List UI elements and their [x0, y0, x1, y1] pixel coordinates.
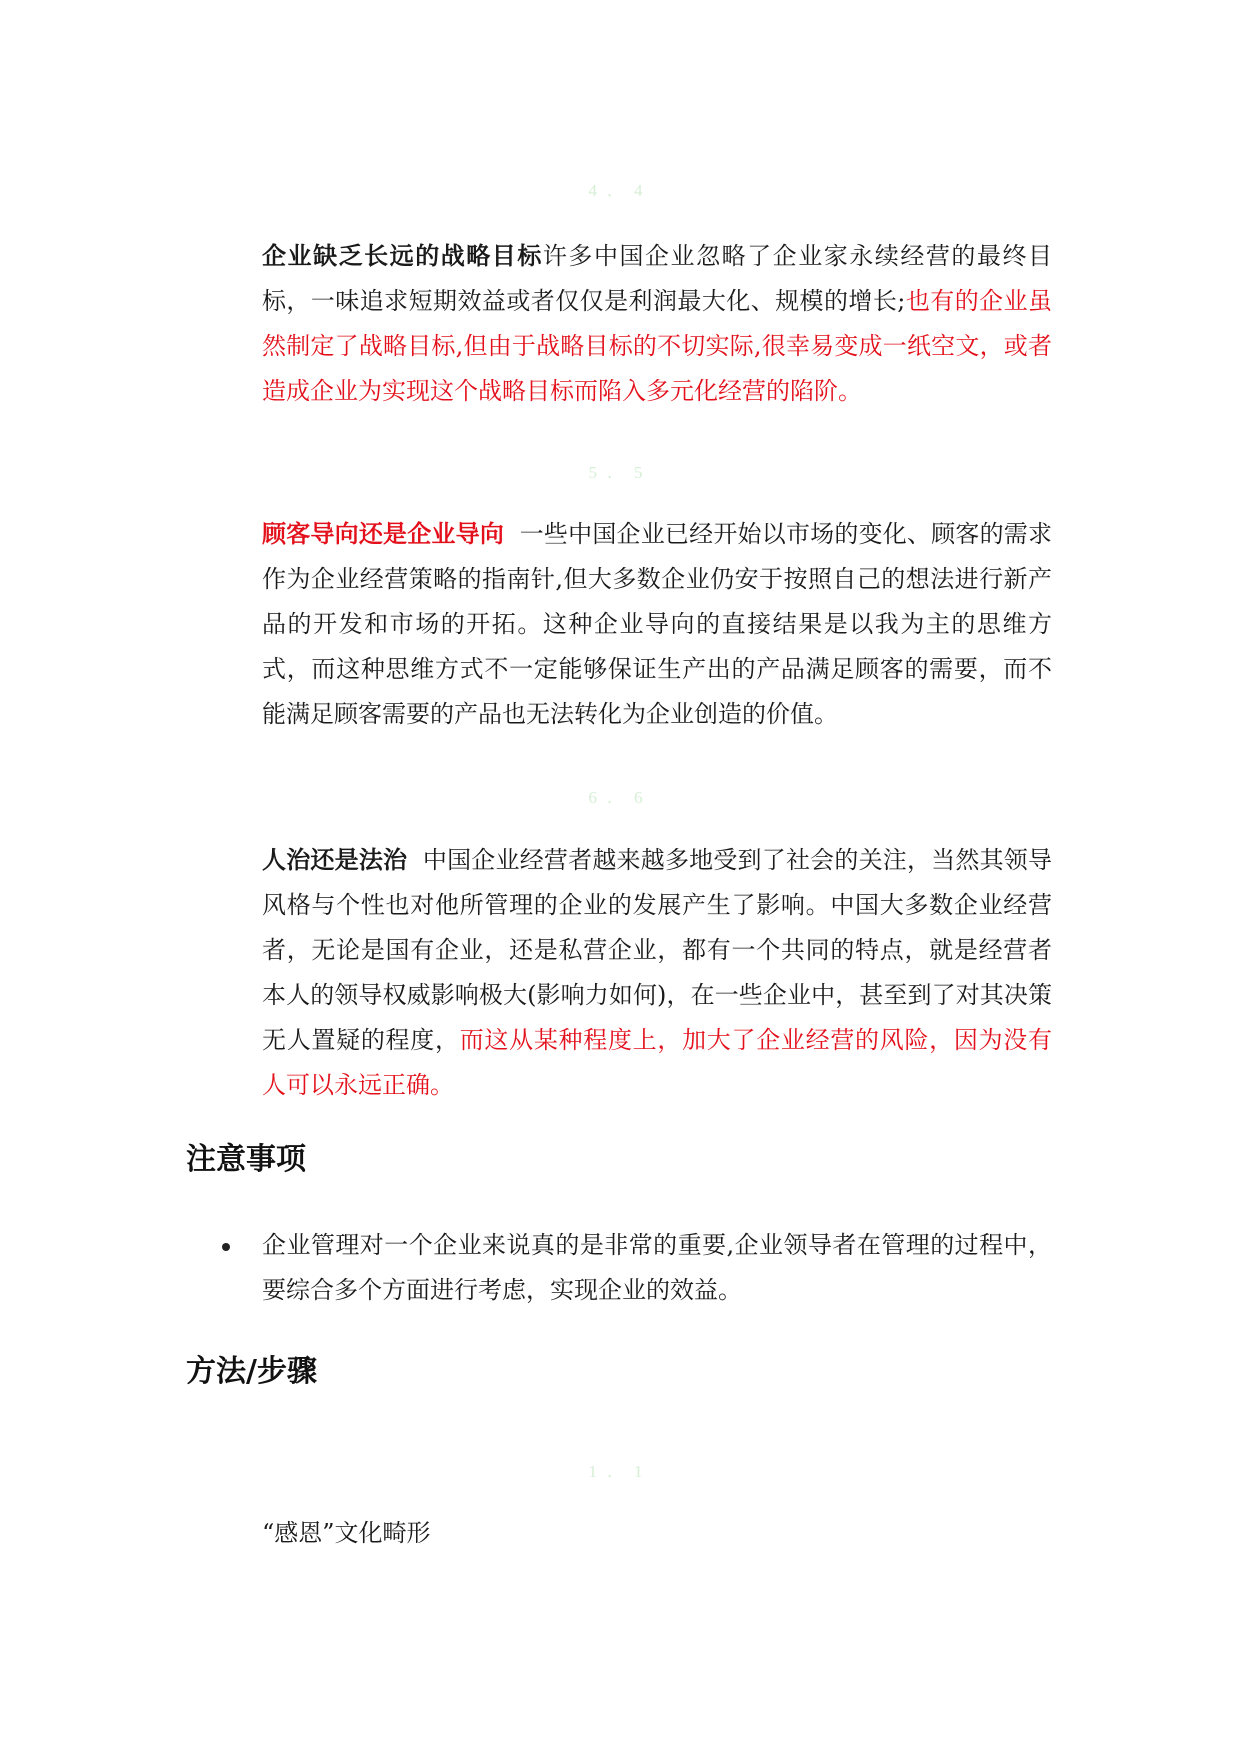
step-number: 6．6	[588, 788, 653, 807]
paragraph-lead: 顾客导向还是企业导向	[262, 520, 505, 548]
paragraph-lead: 人治还是法治	[262, 846, 408, 874]
step-number: 5．5	[588, 463, 653, 482]
paragraph-body: 许多中国企业忽略了企业家永续经营的最终目标，一味追求短期效益或者仅仅是利润最大化、规模的增长;	[262, 242, 1053, 315]
methods-heading: 方法/步骤	[186, 1354, 317, 1389]
notes-item: 企业管理对一个企业来说真的是非常的重要,企业领导者在管理的过程中，要综合多个方面进行考虑，实现企业的效益。	[262, 1231, 1052, 1304]
paragraph-body: 一些中国企业已经开始以市场的变化、顾客的需求作为企业经营策略的指南针,但大多数企业仍安于按照自己的想法进行新产品的开发和市场的开拓。这种企业导向的直接结果是以我为主的思维方式，而这种思维方式不一定能够保证生产出的产品满足顾客的需要，而不能满足顾客需要的产品也无法转化为企业创造的价值。	[262, 520, 1052, 728]
paragraph-strategy	[262, 234, 1052, 414]
step-number: 1．1	[588, 1462, 653, 1481]
step-number: 4．4	[588, 181, 653, 200]
bullet-icon	[222, 1243, 230, 1251]
paragraph-highlight: 也有的企业虽然制定了战略目标,但由于战略目标的不切实际,很幸易变成一纸空文，或者造成企业为实现这个战略目标而陷入多元化经营的陷阶。	[262, 287, 1052, 405]
method-step-text: “感恩”文化畸形	[262, 1519, 431, 1547]
paragraph-body: 中国企业经营者越来越多地受到了社会的关注，当然其领导风格与个性也对他所管理的企业的发展产生了影响。中国大多数企业经营者，无论是国有企业，还是私营企业，都有一个共同的特点，就是经营者本人的领导权威影响极大(影响力如何)，在一些企业中，甚至到了对其决策无人置疑的程度，	[262, 846, 1053, 1054]
notes-heading: 注意事项	[186, 1142, 306, 1177]
paragraph-rule-of-law	[262, 838, 1052, 1108]
paragraph-highlight: 而这从某种程度上，加大了企业经营的风险，因为没有人可以永远正确。	[262, 1026, 1053, 1099]
paragraph-customer-orientation	[262, 512, 1052, 737]
paragraph-lead: 企业缺乏长远的战略目标	[262, 242, 543, 270]
